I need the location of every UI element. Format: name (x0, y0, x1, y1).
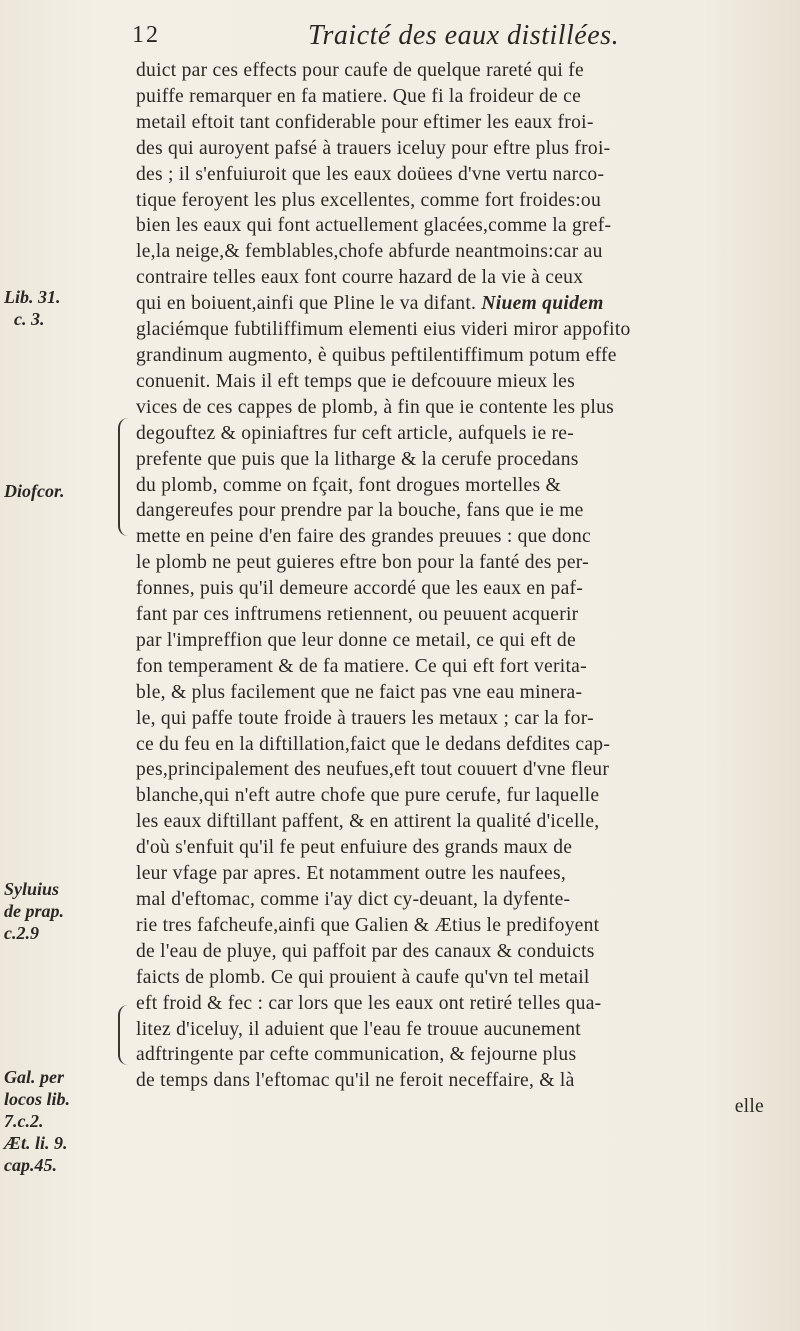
text-line: ce du feu en la diftillation,faict que le dedans defdites cap- (136, 733, 611, 755)
text-line: le, qui paffe toute froide à trauers les metaux ; car la for- (136, 707, 594, 729)
text-line: tique feroyent les plus excellentes, comme fort froides:ou (136, 189, 602, 211)
pliny-quote-line: grandinum augmento, è quibus peftilentiffimum potum effe (136, 344, 617, 366)
text-line: pes,principalement des neufues,eft tout couuert d'vne fleur (136, 759, 610, 781)
text-line (136, 291, 776, 317)
text-line: ble, & plus facilement que ne faict pas vne eau minera- (136, 681, 583, 703)
margin-note-sylvius: Syluius de prap. c.2.9 (4, 879, 64, 943)
text-line: des ; il s'enfuiuroit que les eaux doüees d'vne vertu narco- (136, 163, 605, 185)
text-line: blanche,qui n'eft autre chofe que pure cerufe, fur laquelle (136, 785, 600, 807)
text-line: du plomb, comme on fçait, font drogues mortelles & (136, 474, 561, 496)
margin-bracket-dioscorides (118, 418, 134, 536)
text-line: le,la neige,& femblables,chofe abfurde neantmoins:car au (136, 241, 603, 263)
page-number: 12 (132, 22, 160, 48)
text-line: litez d'iceluy, il aduient que l'eau fe trouue aucunement (136, 1018, 581, 1040)
pliny-quote-lead: Niuem quidem (481, 293, 604, 315)
text-line: duict par ces effects pour caufe de quelque rareté qui fe (136, 60, 584, 81)
catchword: elle (734, 1096, 764, 1118)
text-line: prefente que puis que la litharge & la cerufe procedans (136, 448, 579, 470)
text-line: bien les eaux qui font actuellement glacées,comme la gref- (136, 215, 612, 237)
text-line: mette en peine d'en faire des grandes preuues : que donc (136, 526, 591, 548)
text-line: d'où s'enfuit qu'il fe peut enfuiure des grands maux de (136, 837, 573, 859)
text-line-start: qui en boiuent,ainfi que Pline le va difant. (136, 293, 477, 315)
text-line: eft froid & fec : car lors que les eaux ont retiré telles qua- (136, 992, 602, 1014)
text-line: par l'impreffion que leur donne ce metail, ce qui eft de (136, 629, 576, 651)
page-header (108, 16, 748, 56)
text-line: dangereufes pour prendre par la bouche, fans que ie me (136, 500, 584, 522)
text-line: contraire telles eaux font courre hazard de la vie à ceux (136, 267, 584, 289)
pliny-quote-line: glaciémque fubtiliffimum elementi eius videri miror appofito (136, 319, 631, 341)
text-line: fon temperament & de fa matiere. Ce qui eft fort verita- (136, 655, 587, 677)
text-line: leur vfage par apres. Et notamment outre les naufees, (136, 863, 566, 885)
margin-bracket-sylvius (118, 1005, 134, 1065)
text-line: de temps dans l'eftomac qu'il ne feroit neceffaire, & là (136, 1070, 575, 1092)
text-line: fonnes, puis qu'il demeure accordé que les eaux en paf- (136, 578, 584, 600)
margin-note-dioscorides: Diofcor. (4, 481, 65, 501)
text-line: des qui auroyent pafsé à trauers iceluy pour eftre plus froi- (136, 137, 611, 159)
text-line: les eaux diftillant paffent, & en attirent la qualité d'icelle, (136, 811, 600, 833)
text-line: fant par ces inftrumens retiennent, ou peuuent acquerir (136, 604, 579, 626)
text-line: puiffe remarquer en fa matiere. Que fi la froideur de ce (136, 85, 582, 107)
text-line: faicts de plomb. Ce qui prouient à caufe qu'vn tel metail (136, 966, 590, 988)
body-text (136, 58, 776, 1120)
text-line: conuenit. Mais il eft temps que ie defcouure mieux les (136, 370, 575, 392)
text-line: rie tres fafcheufe,ainfi que Galien & Ætius le predifoyent (136, 914, 600, 936)
text-line: metail eftoit tant confiderable pour eftimer les eaux froi- (136, 111, 594, 133)
margin-note-pliny: Lib. 31. c. 3. (4, 287, 61, 329)
text-line: adftringente par cefte communication, & fejourne plus (136, 1044, 577, 1066)
margin-note-galen-aetius: Gal. per locos lib. 7.c.2. Æt. li. 9. cap.45. (4, 1067, 70, 1175)
text-line: le plomb ne peut guieres eftre bon pour la fanté des per- (136, 552, 589, 574)
text-line: degouftez & opiniaftres fur ceft article, aufquels ie re- (136, 422, 575, 444)
running-head: Traicté des eaux distillées. (308, 20, 620, 51)
text-line: mal d'eftomac, comme i'ay dict cy-deuant, la dyfente- (136, 889, 571, 910)
text-line: vices de ces cappes de plomb, à fin que ie contente les plus (136, 396, 615, 418)
text-line: de l'eau de pluye, qui paffoit par des canaux & conduicts (136, 940, 595, 962)
